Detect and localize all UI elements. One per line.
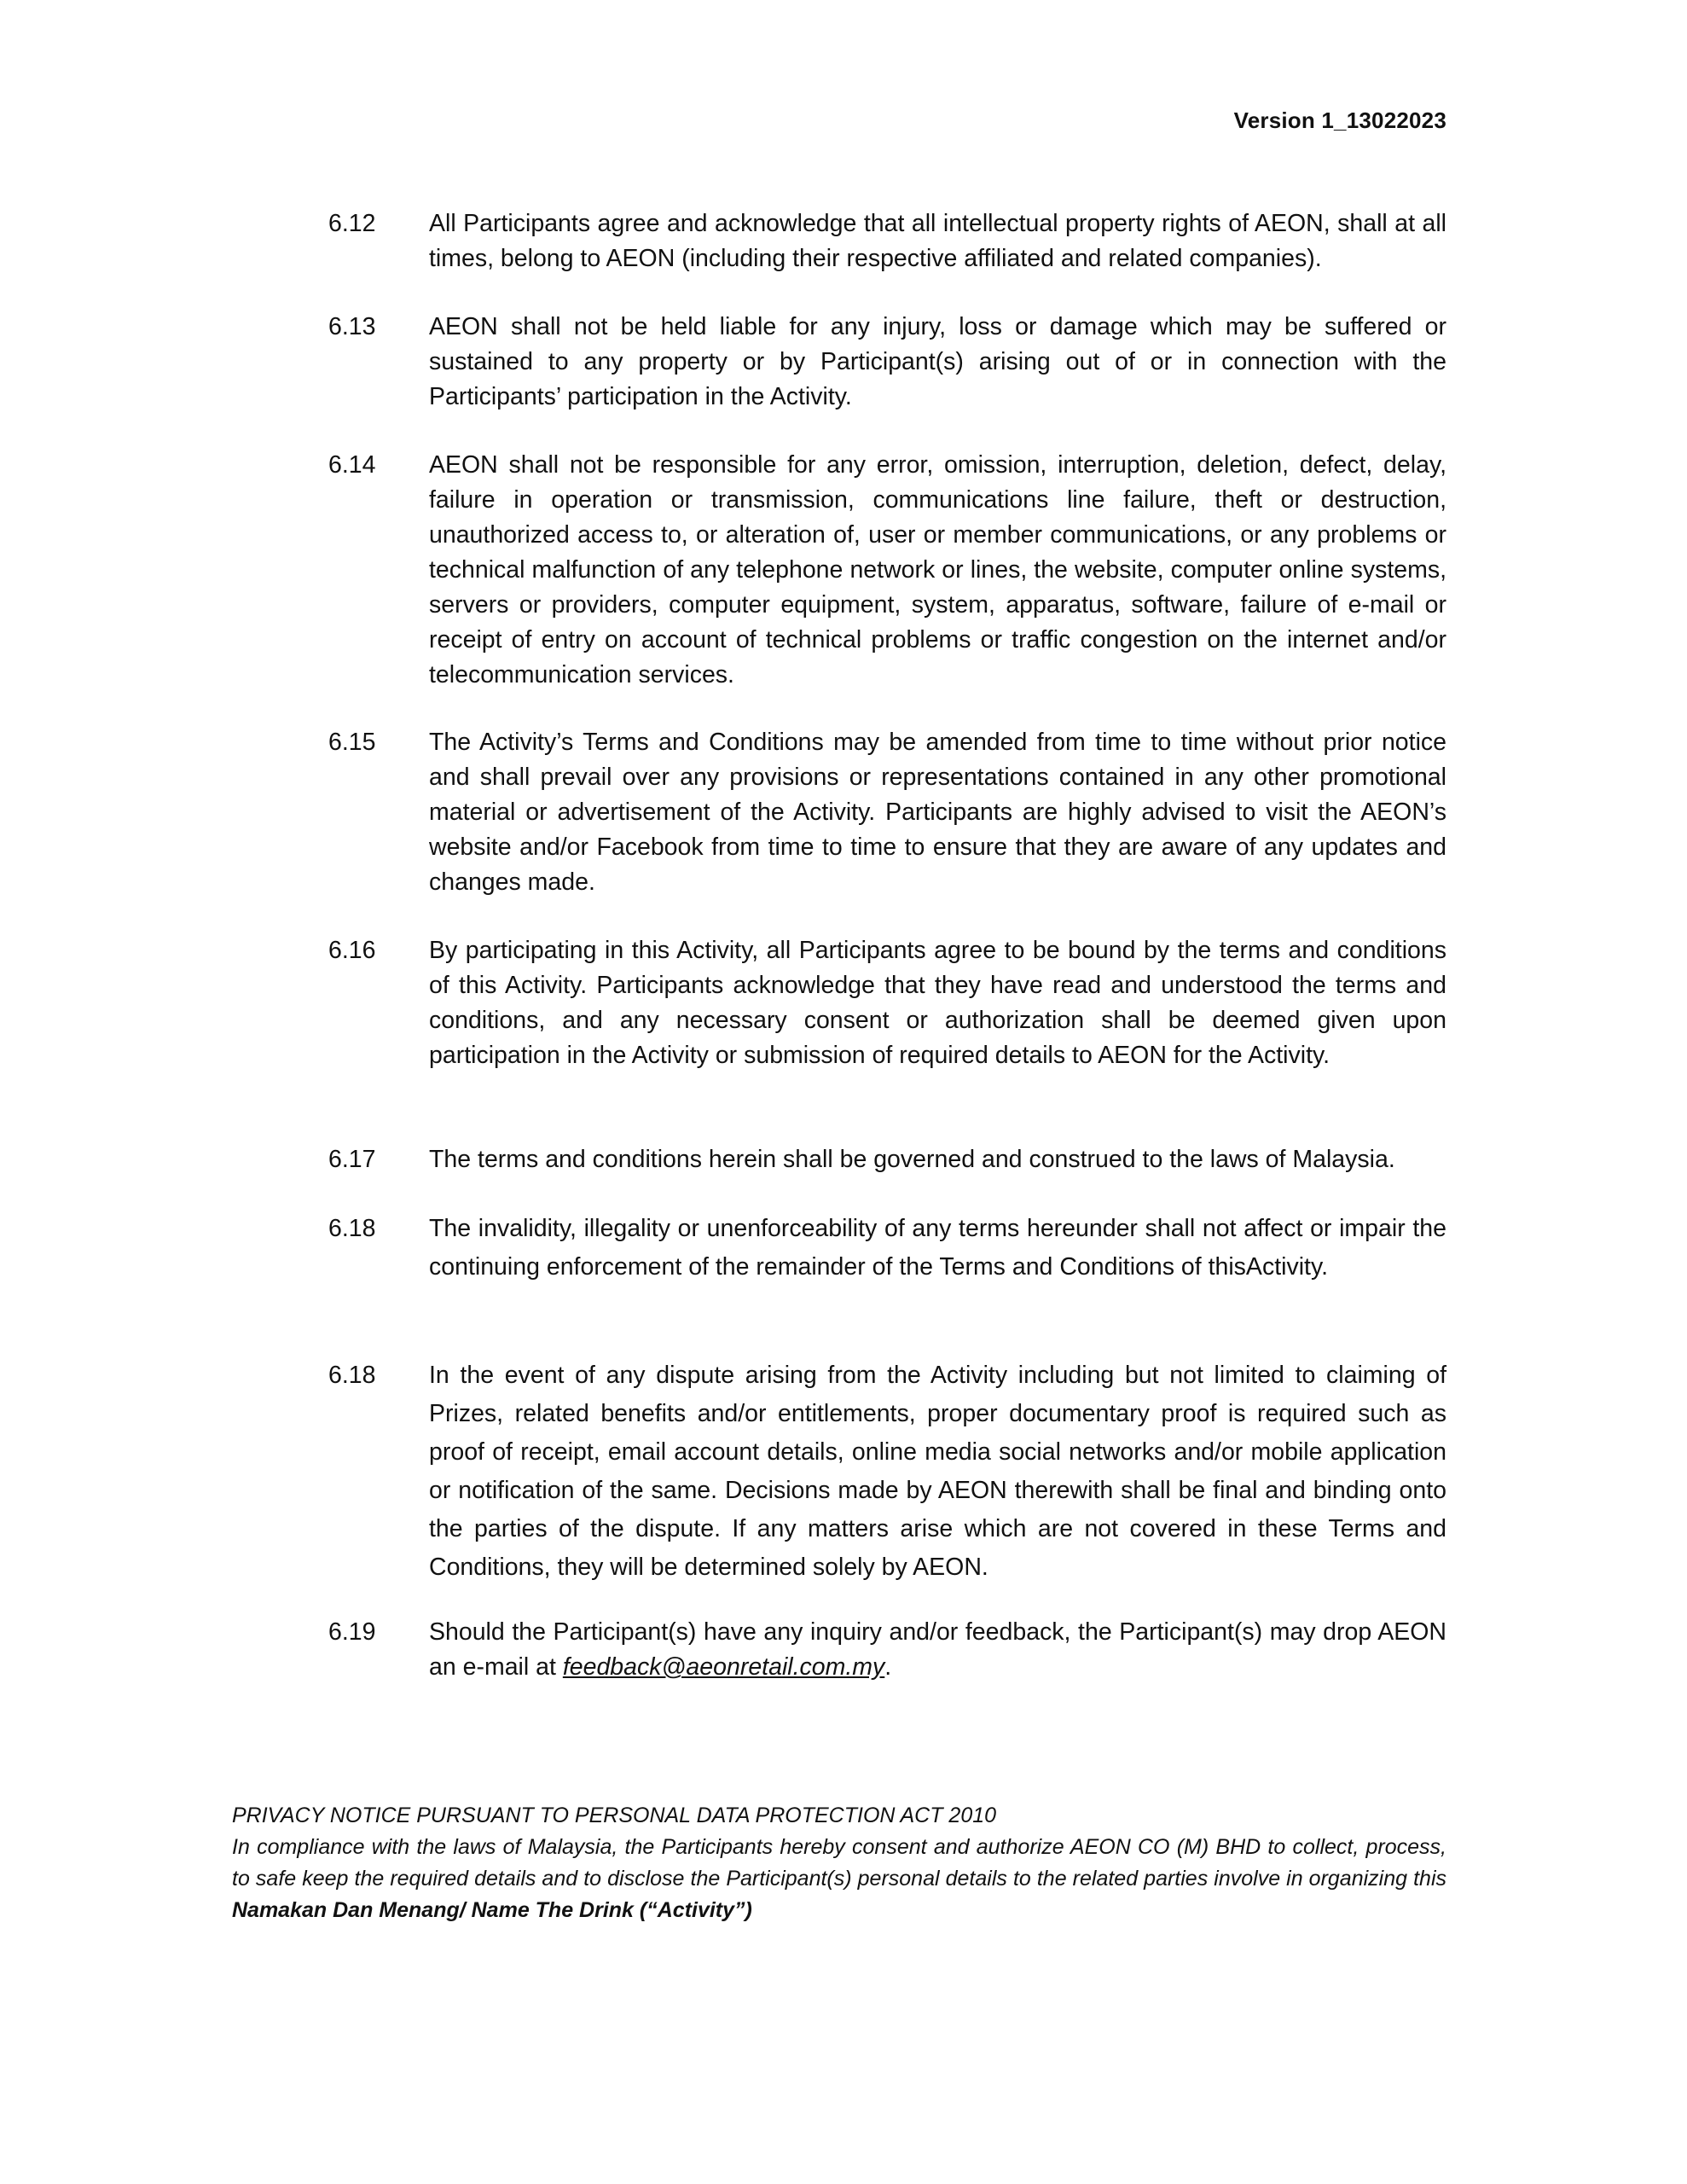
activity-name: Namakan Dan Menang/ Name The Drink (“Activity”) (232, 1898, 752, 1922)
feedback-email-link[interactable]: feedback@aeonretail.com.my (562, 1653, 885, 1681)
clause-6-13 (328, 310, 1446, 415)
document-version: Version 1_13022023 (1233, 107, 1446, 133)
clause-6-19 (328, 1615, 1446, 1685)
clause-6-14 (328, 448, 1446, 693)
clause-number: 6.18 (328, 1362, 376, 1389)
clause-number: 6.16 (328, 937, 376, 964)
clause-text: The Activity’s Terms and Conditions may be amended from time to time without prior notice and shall prevail over any provisions or representations contained in any other promotional material or advertisement of the Activity. Participants are highly advised to visit the AEON’s website and/or Facebook from time to time to ensure that they are aware of any updates and changes made. (429, 729, 1446, 896)
privacy-notice-text: In compliance with the laws of Malaysia, the Participants hereby consent and authorize AEON CO (M) BHD to collect, process, to safe keep the required details and to disclose the Participant(s) personal details to the related parties involve in organizing this (232, 1835, 1446, 1891)
clause-text: In the event of any dispute arising from the Activity including but not limited to claiming of Prizes, related benefits and/or entitlements, proper documentary proof is required such as proof of receipt, email account details, online media social networks and/or mobile application or notification of the same. Decisions made by AEON therewith shall be final and binding onto the parties of the dispute. If any matters arise which are not covered in these Terms and Conditions, they will be determined solely by AEON. (429, 1362, 1446, 1581)
clause-number: 6.12 (328, 210, 376, 237)
clause-text-before: Should the Participant(s) have any inquiry and/or feedback, the Participant(s) may drop AEON an e-mail at (429, 1618, 1446, 1681)
clause-text: By participating in this Activity, all Participants agree to be bound by the terms and conditions of this Activity. Participants acknowledge that they have read and understood the terms and conditions, and any necessary consent or authorization shall be deemed given upon participation in the Activity or submission of required details to AEON for the Activity. (429, 937, 1446, 1069)
clause-6-16 (328, 933, 1446, 1073)
clause-text: All Participants agree and acknowledge that all intellectual property rights of AEON, shall at all times, belong to AEON (including their respective affiliated and related companies). (429, 210, 1446, 272)
clause-text-after: . (884, 1653, 892, 1681)
privacy-notice-title: PRIVACY NOTICE PURSUANT TO PERSONAL DATA PROTECTION ACT 2010 (232, 1804, 997, 1827)
clause-text: The terms and conditions herein shall be governed and construed to the laws of Malaysia. (429, 1146, 1395, 1173)
clause-number: 6.17 (328, 1146, 376, 1173)
clause-number: 6.15 (328, 729, 376, 756)
clause-text (429, 1615, 1446, 1685)
clause-6-17 (328, 1142, 1446, 1177)
clause-number: 6.14 (328, 451, 376, 479)
clause-number: 6.13 (328, 313, 376, 340)
clause-6-15 (328, 725, 1446, 900)
clause-text: AEON shall not be responsible for any error, omission, interruption, deletion, defect, delay, failure in operation or transmission, communications line failure, theft or destruction, unauthorized access to, or alteration of, user or member communications, or any problems or technical malfunction of any telephone network or lines, the website, computer online systems, servers or providers, computer equipment, system, apparatus, software, failure of e-mail or receipt of entry on account of technical problems or traffic congestion on the internet and/or telecommunication services. (429, 451, 1446, 688)
clause-6-12 (328, 206, 1446, 276)
clause-text: AEON shall not be held liable for any injury, loss or damage which may be suffered or sustained to any property or by Participant(s) arising out of or in connection with the Participants’ participation in the Activity. (429, 313, 1446, 410)
clause-text: The invalidity, illegality or unenforceability of any terms hereunder shall not affect or impair the continuing enforcement of the remainder of the Terms and Conditions of thisActivity. (429, 1215, 1446, 1281)
privacy-notice-body (232, 1832, 1446, 1926)
clause-6-18-dispute (328, 1356, 1446, 1587)
privacy-notice (232, 1800, 1446, 1926)
clause-number: 6.18 (328, 1215, 376, 1242)
clause-number: 6.19 (328, 1618, 376, 1646)
clause-6-18-invalidity (328, 1210, 1446, 1287)
